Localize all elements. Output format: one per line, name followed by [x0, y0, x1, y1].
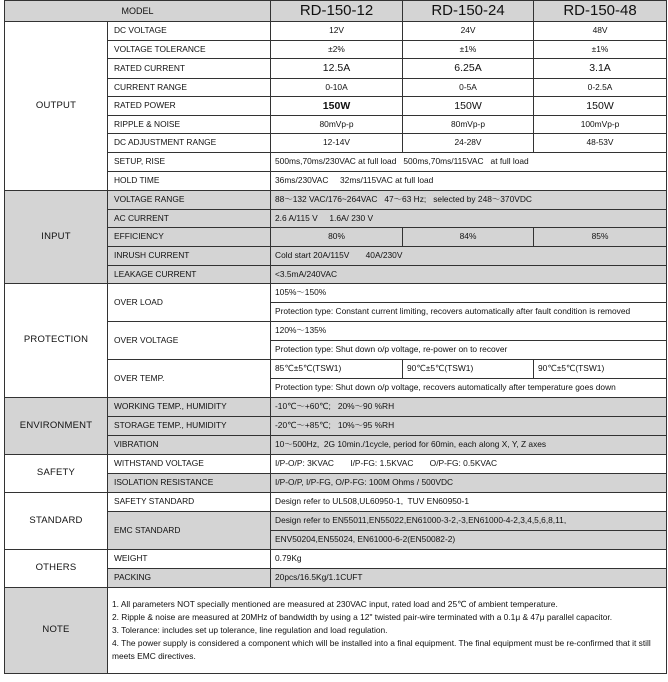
- isolation-resistance-value: I/P-O/P, I/P-FG, O/P-FG: 100M Ohms / 500VDC: [271, 474, 667, 493]
- storage-temp-value: -20℃～+85℃; 10%～95 %RH: [271, 417, 667, 436]
- note-item: 2. Ripple & noise are measured at 20MHz of bandwidth by using a 12" twisted pair-wire terminated with a 0.1μ & 47μ parallel capacitor.: [112, 612, 613, 622]
- efficiency-1: 80%: [271, 228, 403, 247]
- setup-rise-value: 500ms,70ms/230VAC at full load 500ms,70ms/115VAC at full load: [271, 153, 667, 172]
- note-item: 4. The power supply is considered a component which will be installed into a final equipment. The final equipment must be re-confirmed that it still meets EMC directives.: [112, 638, 651, 661]
- rated-power-label: RATED POWER: [108, 97, 271, 116]
- rated-power-2: 150W: [403, 97, 534, 116]
- hold-time-label: HOLD TIME: [108, 172, 271, 191]
- withstand-voltage-label: WITHSTAND VOLTAGE: [108, 455, 271, 474]
- over-temp-label: OVER TEMP.: [108, 360, 271, 398]
- setup-rise-label: SETUP, RISE: [108, 153, 271, 172]
- dc-voltage-3: 48V: [534, 22, 667, 41]
- ripple-noise-3: 100mVp-p: [534, 116, 667, 134]
- packing-label: PACKING: [108, 569, 271, 588]
- group-output: OUTPUT: [5, 22, 108, 191]
- over-load-label: OVER LOAD: [108, 284, 271, 322]
- rated-current-3: 3.1A: [534, 59, 667, 79]
- dc-voltage-label: DC VOLTAGE: [108, 22, 271, 41]
- spec-table: [4, 0, 667, 674]
- group-standard: STANDARD: [5, 493, 108, 550]
- over-voltage-value: 120%～135%: [271, 322, 667, 341]
- dc-voltage-1: 12V: [271, 22, 403, 41]
- dc-adjustment-label: DC ADJUSTMENT RANGE: [108, 134, 271, 153]
- vibration-value: 10～500Hz, 2G 10min./1cycle, period for 60min, each along X, Y, Z axes: [271, 436, 667, 455]
- dc-adjustment-2: 24-28V: [403, 134, 534, 153]
- dc-voltage-2: 24V: [403, 22, 534, 41]
- weight-label: WEIGHT: [108, 550, 271, 569]
- ripple-noise-label: RIPPLE & NOISE: [108, 116, 271, 134]
- note-item: 1. All parameters NOT specially mentioned are measured at 230VAC input, rated load and 25℃ of ambient temperature.: [112, 599, 558, 609]
- voltage-tolerance-label: VOLTAGE TOLERANCE: [108, 41, 271, 59]
- over-temp-type: Protection type: Shut down o/p voltage, recovers automatically after temperature goes down: [271, 379, 667, 398]
- notes-cell: [108, 588, 667, 674]
- group-note: NOTE: [5, 588, 108, 674]
- packing-value: 20pcs/16.5Kg/1.1CUFT: [271, 569, 667, 588]
- ripple-noise-1: 80mVp-p: [271, 116, 403, 134]
- over-load-type: Protection type: Constant current limiting, recovers automatically after fault condition is removed: [271, 303, 667, 322]
- current-range-2: 0-5A: [403, 79, 534, 97]
- group-input: INPUT: [5, 191, 108, 284]
- weight-value: 0.79Kg: [271, 550, 667, 569]
- dc-adjustment-1: 12-14V: [271, 134, 403, 153]
- over-voltage-label: OVER VOLTAGE: [108, 322, 271, 360]
- rated-power-3: 150W: [534, 97, 667, 116]
- leakage-current-label: LEAKAGE CURRENT: [108, 266, 271, 284]
- inrush-current-value: Cold start 20A/115V 40A/230V: [271, 247, 667, 266]
- rated-current-1: 12.5A: [271, 59, 403, 79]
- efficiency-3: 85%: [534, 228, 667, 247]
- storage-temp-label: STORAGE TEMP., HUMIDITY: [108, 417, 271, 436]
- model-1: RD-150-12: [271, 1, 403, 22]
- safety-standard-label: SAFETY STANDARD: [108, 493, 271, 512]
- over-temp-2: 90℃±5℃(TSW1): [403, 360, 534, 379]
- working-temp-value: -10℃～+60℃; 20%～90 %RH: [271, 398, 667, 417]
- ac-current-label: AC CURRENT: [108, 210, 271, 228]
- group-protection: PROTECTION: [5, 284, 108, 398]
- group-safety: SAFETY: [5, 455, 108, 493]
- emc-standard-line1: Design refer to EN55011,EN55022,EN61000-3-2,-3,EN61000-4-2,3,4,5,6,8,11,: [271, 512, 667, 531]
- inrush-current-label: INRUSH CURRENT: [108, 247, 271, 266]
- dc-adjustment-3: 48-53V: [534, 134, 667, 153]
- header-row: [5, 1, 667, 22]
- current-range-3: 0-2.5A: [534, 79, 667, 97]
- voltage-tolerance-3: ±1%: [534, 41, 667, 59]
- vibration-label: VIBRATION: [108, 436, 271, 455]
- over-temp-3: 90℃±5℃(TSW1): [534, 360, 667, 379]
- current-range-label: CURRENT RANGE: [108, 79, 271, 97]
- voltage-range-label: VOLTAGE RANGE: [108, 191, 271, 210]
- rated-current-label: RATED CURRENT: [108, 59, 271, 79]
- voltage-tolerance-2: ±1%: [403, 41, 534, 59]
- leakage-current-value: <3.5mA/240VAC: [271, 266, 667, 284]
- note-item: 3. Tolerance: includes set up tolerance, line regulation and load regulation.: [112, 625, 388, 635]
- working-temp-label: WORKING TEMP., HUMIDITY: [108, 398, 271, 417]
- ripple-noise-2: 80mVp-p: [403, 116, 534, 134]
- group-others: OTHERS: [5, 550, 108, 588]
- safety-standard-value: Design refer to UL508,UL60950-1, TUV EN60950-1: [271, 493, 667, 512]
- rated-power-1: 150W: [271, 97, 403, 116]
- rated-current-2: 6.25A: [403, 59, 534, 79]
- voltage-tolerance-1: ±2%: [271, 41, 403, 59]
- isolation-resistance-label: ISOLATION RESISTANCE: [108, 474, 271, 493]
- over-load-value: 105%～150%: [271, 284, 667, 303]
- model-3: RD-150-48: [534, 1, 667, 22]
- ac-current-value: 2.6 A/115 V 1.6A/ 230 V: [271, 210, 667, 228]
- withstand-voltage-value: I/P-O/P: 3KVAC I/P-FG: 1.5KVAC O/P-FG: 0.5KVAC: [271, 455, 667, 474]
- hold-time-value: 36ms/230VAC 32ms/115VAC at full load: [271, 172, 667, 191]
- voltage-range-value: 88～132 VAC/176~264VAC 47～63 Hz; selected by 248～370VDC: [271, 191, 667, 210]
- model-2: RD-150-24: [403, 1, 534, 22]
- emc-standard-label: EMC STANDARD: [108, 512, 271, 550]
- over-temp-1: 85℃±5℃(TSW1): [271, 360, 403, 379]
- over-voltage-type: Protection type: Shut down o/p voltage, re-power on to recover: [271, 341, 667, 360]
- emc-standard-line2: ENV50204,EN55024, EN61000-6-2(EN50082-2): [271, 531, 667, 550]
- group-environment: ENVIRONMENT: [5, 398, 108, 455]
- current-range-1: 0-10A: [271, 79, 403, 97]
- model-label: MODEL: [5, 1, 271, 22]
- efficiency-2: 84%: [403, 228, 534, 247]
- efficiency-label: EFFICIENCY: [108, 228, 271, 247]
